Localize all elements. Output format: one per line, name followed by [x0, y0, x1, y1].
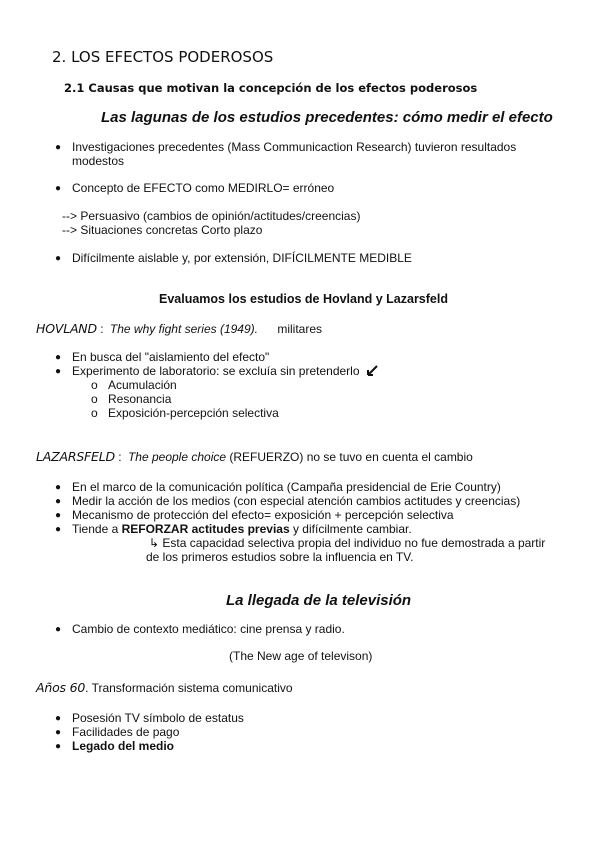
heading-lagunas: Las lagunas de los estudios precedentes: cómo medir el efecto [101, 109, 553, 126]
bullet-marker: ● [55, 713, 62, 724]
subsection-title: 2.1 Causas que motivan la concepción de los efectos poderosos [64, 81, 478, 95]
heading-tv: La llegada de la televisión [226, 592, 412, 609]
lazarsfeld-note-1: ↳ Esta capacidad selectiva propia del individuo no fue demostrada a partir [149, 536, 546, 550]
anos-bullet-1: Posesión TV símbolo de estatus [72, 711, 244, 725]
hovland-bullet-2 [72, 364, 379, 378]
hovland-subitem-1: Acumulación [108, 378, 177, 392]
lagunas-bullet-1-cont: modestos [72, 154, 125, 168]
lazarsfeld-line [36, 450, 473, 464]
hovland-extra: militares [277, 322, 323, 336]
bullet-marker: ● [55, 624, 62, 635]
bullet-marker: ● [55, 183, 62, 194]
bullet-marker: ● [55, 510, 62, 521]
checkmark-arrow-icon [367, 364, 379, 376]
lazarsfeld-bullet-4-post: y difícilmente cambiar. [289, 522, 412, 536]
tv-bullet: Cambio de contexto mediático: cine prensa y radio. [72, 622, 345, 636]
lazarsfeld-bullet-1: En el marco de la comunicación política (Campaña presidencial de Erie Country) [72, 480, 501, 494]
lazarsfeld-work: The people choice [127, 450, 227, 464]
anos-rest: . Transformación sistema comunicativo [85, 681, 293, 695]
anos-bullet-bold: Legado del medio [72, 739, 175, 753]
sub-marker: o [91, 406, 98, 420]
anos-line [36, 681, 293, 695]
lagunas-bullet-2: Concepto de EFECTO como MEDIRLO= erróneo [72, 181, 335, 195]
hovland-bullet-1: En busca del "aislamiento del efecto" [72, 350, 270, 364]
hovland-line [36, 322, 322, 336]
bullet-marker: ● [55, 524, 62, 535]
bullet-marker: ● [55, 142, 62, 153]
bullet-marker: ● [55, 482, 62, 493]
hovland-subitem-2: Resonancia [108, 392, 172, 406]
lagunas-note-1: --> Persuasivo (cambios de opinión/actitudes/creencias) [62, 209, 361, 223]
lazarsfeld-bullet-4 [72, 522, 412, 536]
bullet-marker: ● [55, 366, 62, 377]
hovland-bullet-2-text: Experimento de laboratorio: se excluía sin pretenderlo [72, 364, 360, 378]
lagunas-bullet-3: Difícilmente aislable y, por extensión, DIFÍCILMENTE MEDIBLE [72, 251, 412, 265]
bullet-marker: ● [55, 352, 62, 363]
lazarsfeld-bullet-4-pre: Tiende a [72, 522, 122, 536]
lazarsfeld-separator: : [118, 450, 122, 464]
lazarsfeld-bullet-2: Medir la acción de los medios (con especial atención cambios actitudes y creencias) [72, 494, 521, 508]
section-title: 2. LOS EFECTOS PODEROSOS [52, 48, 274, 66]
hovland-separator: : [100, 322, 104, 336]
anos-bullet-2: Facilidades de pago [72, 725, 180, 739]
hovland-work: The why fight series (1949). [109, 322, 258, 336]
sub-marker: o [91, 378, 98, 392]
lagunas-bullet-1: Investigaciones precedentes (Mass Communicaction Research) tuvieron resultados [72, 140, 517, 154]
lagunas-note-2: --> Situaciones concretas Corto plazo [62, 223, 263, 237]
lazarsfeld-rest: (REFUERZO) no se tuvo en cuenta el cambio [229, 450, 473, 464]
anos-label: Años 60 [36, 680, 86, 695]
sub-marker: o [91, 392, 98, 406]
lazarsfeld-bullet-3: Mecanismo de protección del efecto= exposición + percepción selectiva [72, 508, 454, 522]
bullet-marker: ● [55, 253, 62, 264]
heading-evaluamos: Evaluamos los estudios de Hovland y Lazarsfeld [159, 292, 448, 306]
lazarsfeld-bullet-4-bold: REFORZAR actitudes previas [121, 522, 290, 536]
hovland-subitem-3: Exposición-percepción selectiva [108, 406, 279, 420]
hovland-name: HOVLAND [36, 321, 97, 336]
lazarsfeld-note-2: de los primeros estudios sobre la influencia en TV. [146, 550, 414, 564]
bullet-marker: ● [55, 496, 62, 507]
bullet-marker: ● [55, 741, 62, 752]
tv-note: (The New age of televison) [229, 649, 373, 663]
lazarsfeld-name: LAZARSFELD [36, 449, 115, 464]
bullet-marker: ● [55, 727, 62, 738]
